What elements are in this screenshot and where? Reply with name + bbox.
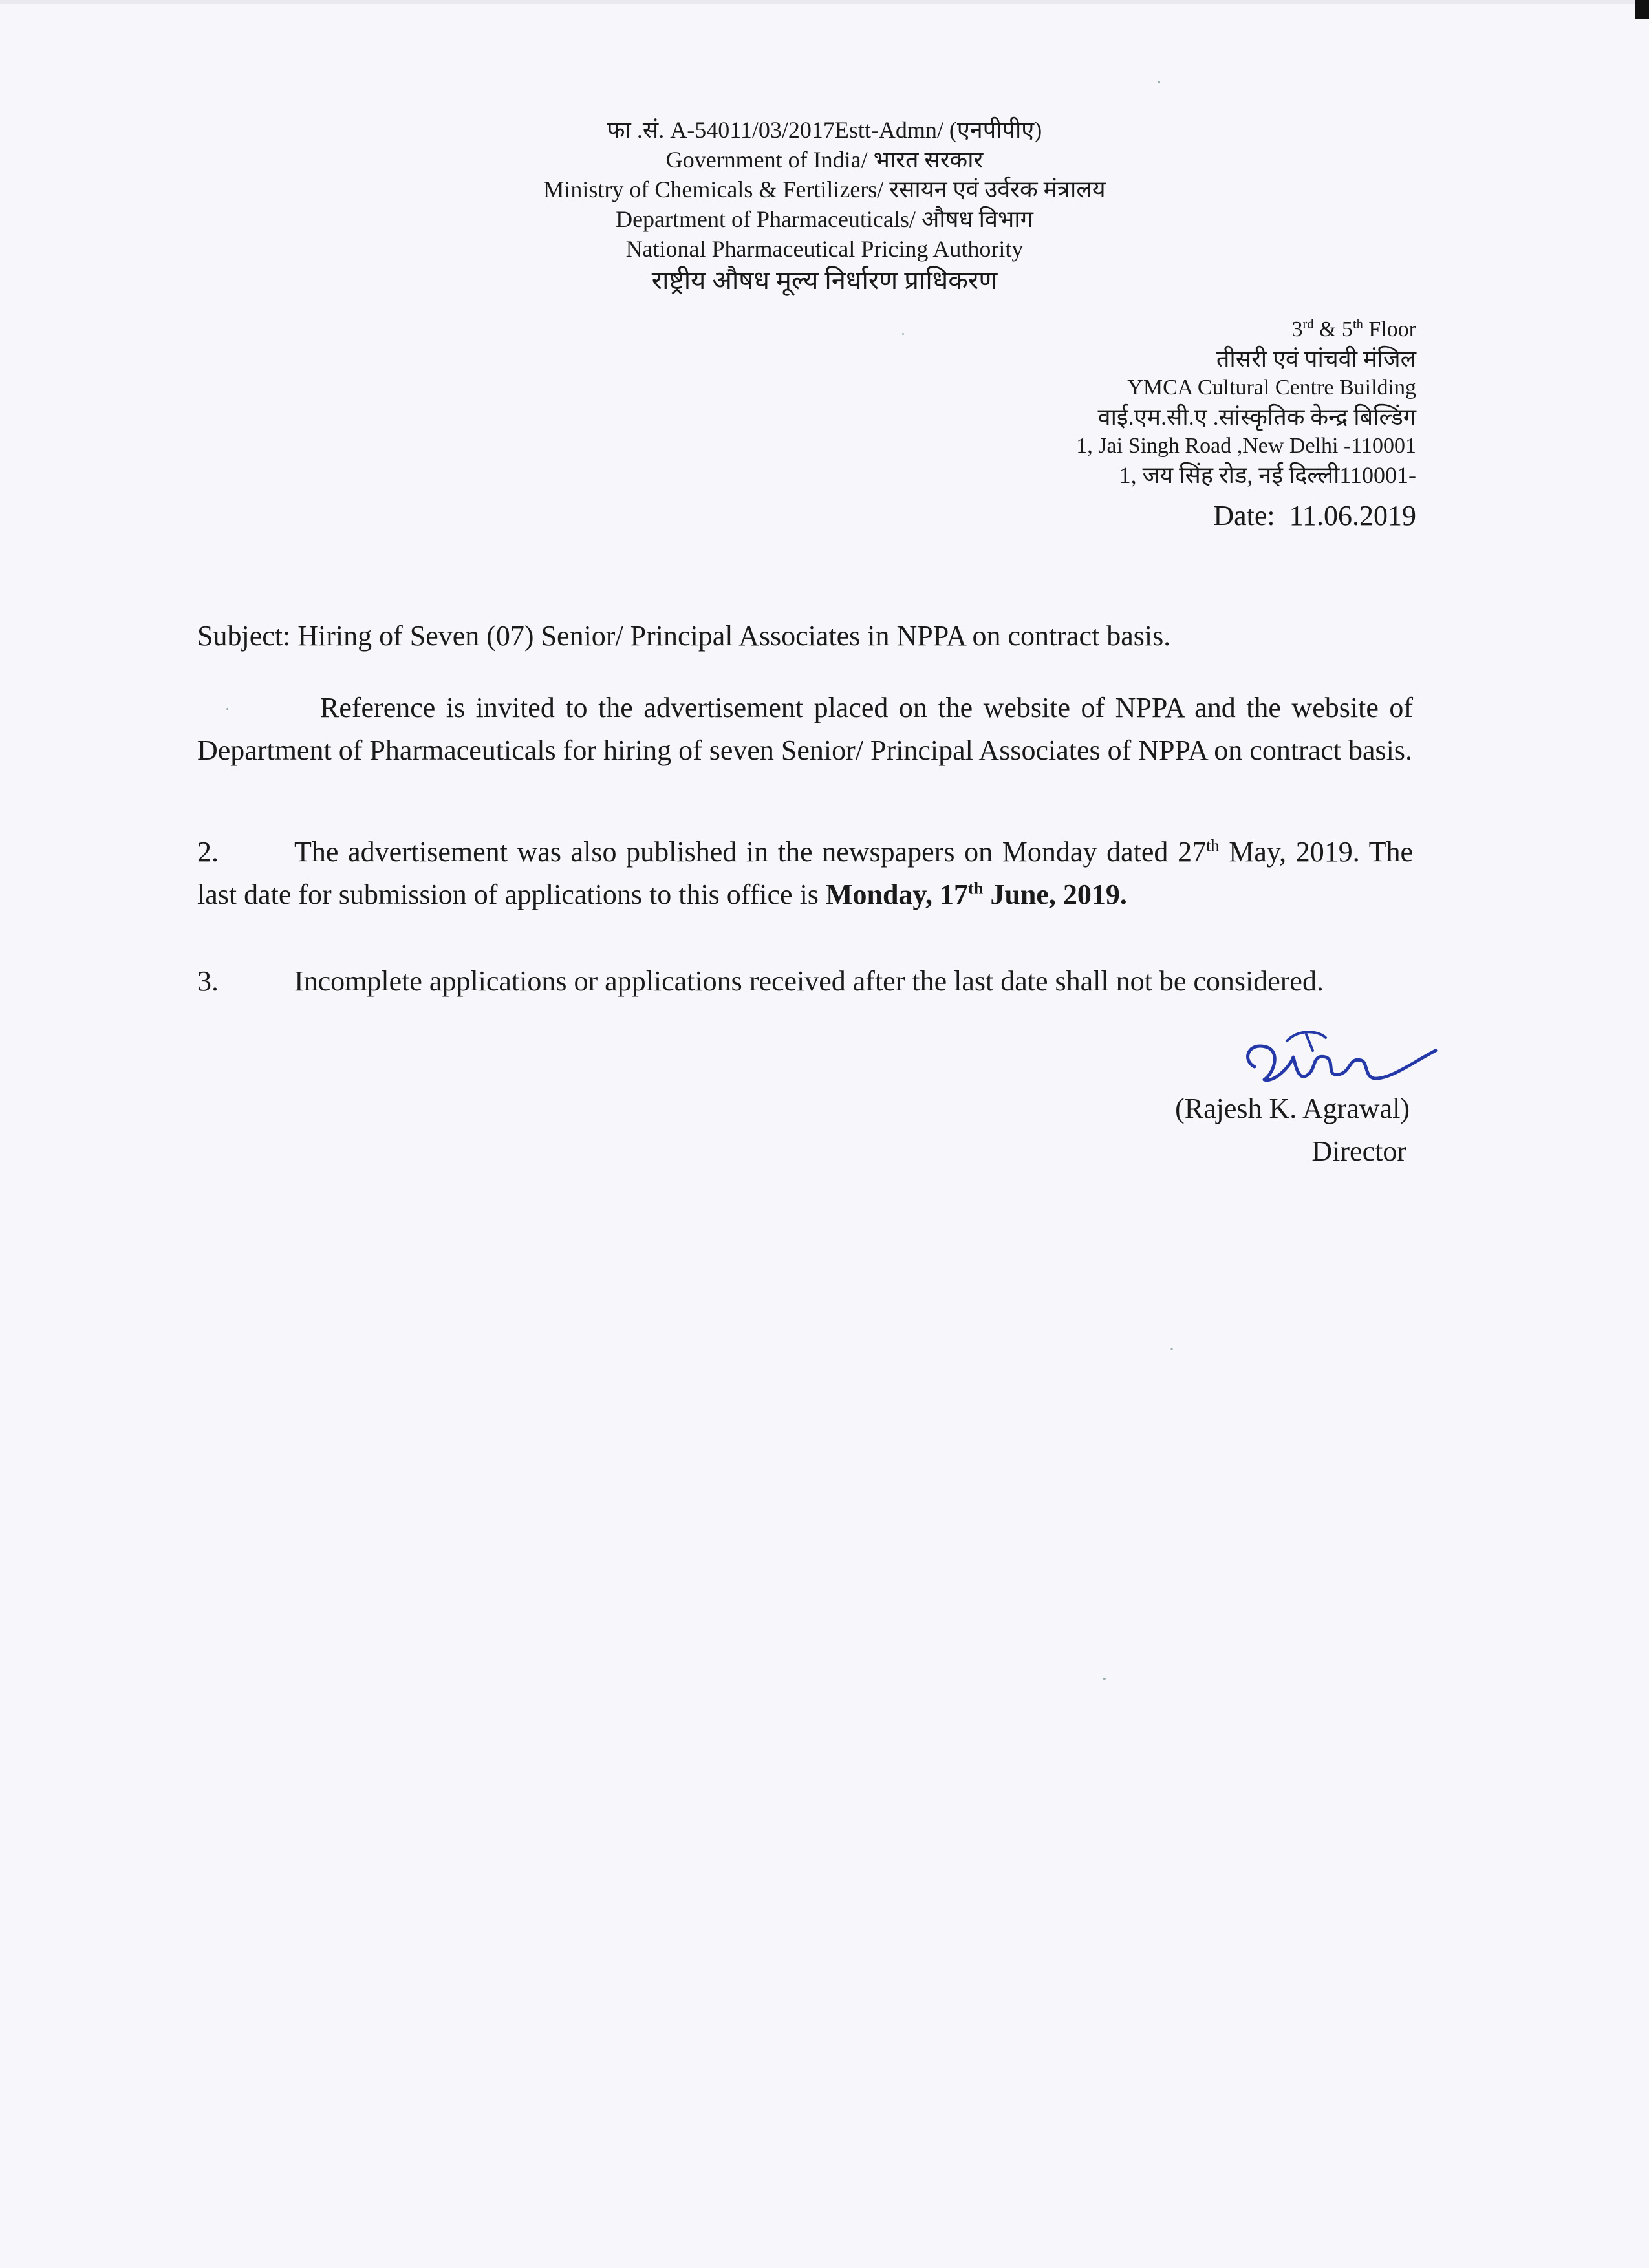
letterhead <box>0 115 1649 297</box>
street-english: 1, Jai Singh Road ,New Delhi -110001 <box>1076 434 1416 458</box>
paragraph-2: 2. The advertisement was also published in the newspapers on Monday dated 27th May, 2019. The last date for submission of applications to this office is Monday, 17th June, 2019. <box>197 835 1414 910</box>
department-line: Department of Pharmaceuticals/ औषध विभाग <box>616 206 1033 232</box>
paragraph-3: 3. Incomplete applications or applications received after the last date shall not be considered. <box>197 965 1324 997</box>
scan-speck <box>1170 1348 1173 1350</box>
scan-speck <box>902 333 904 335</box>
floor-hindi: तीसरी एवं पांचवी मंजिल <box>1216 346 1416 372</box>
scan-top-edge <box>0 0 1649 4</box>
paragraph-1: Reference is invited to the advertisement placed on the website of NPPA and the website of Department of Pharmaceuticals for hiring of seven Senior/ Principal Associates of NPPA on contract basis. <box>197 692 1413 766</box>
floor-english: 3rd & 5th Floor <box>1291 317 1416 341</box>
signer-name: (Rajesh K. Agrawal) <box>1175 1093 1410 1124</box>
scan-speck <box>1103 1678 1106 1680</box>
date-value: 11.06.2019 <box>1289 500 1416 531</box>
building-english: YMCA Cultural Centre Building <box>1127 376 1416 400</box>
last-date: Monday, 17th June, 2019. <box>825 878 1127 910</box>
letter-date <box>1076 498 1416 534</box>
scan-corner-mark <box>1635 0 1649 19</box>
signer-designation: Director <box>1311 1135 1406 1167</box>
file-number: फा .सं. A-54011/03/2017Estt-Admn/ (एनपीपीए) <box>607 117 1042 143</box>
scan-speck <box>226 708 228 710</box>
government-line: Government of India/ भारत सरकार <box>665 147 984 173</box>
street-hindi: 1, जय सिंह रोड, नई दिल्ली110001- <box>1119 462 1416 488</box>
subject-line: Subject: Hiring of Seven (07) Senior/ Principal Associates in NPPA on contract basis. <box>197 620 1171 652</box>
office-address <box>1076 316 1416 534</box>
authority-english: National Pharmaceutical Pricing Authority <box>625 236 1024 262</box>
ministry-line: Ministry of Chemicals & Fertilizers/ रसायन एवं उर्वरक मंत्रालय <box>543 177 1106 202</box>
authority-hindi: राष्ट्रीय औषध मूल्य निर्धारण प्राधिकरण <box>651 266 998 295</box>
building-hindi: वाई.एम.सी.ए .सांस्कृतिक केन्द्र बिल्डिंग <box>1097 404 1416 430</box>
date-label: Date: <box>1213 500 1275 531</box>
signatory <box>1175 1087 1410 1173</box>
scan-speck <box>1158 81 1160 83</box>
